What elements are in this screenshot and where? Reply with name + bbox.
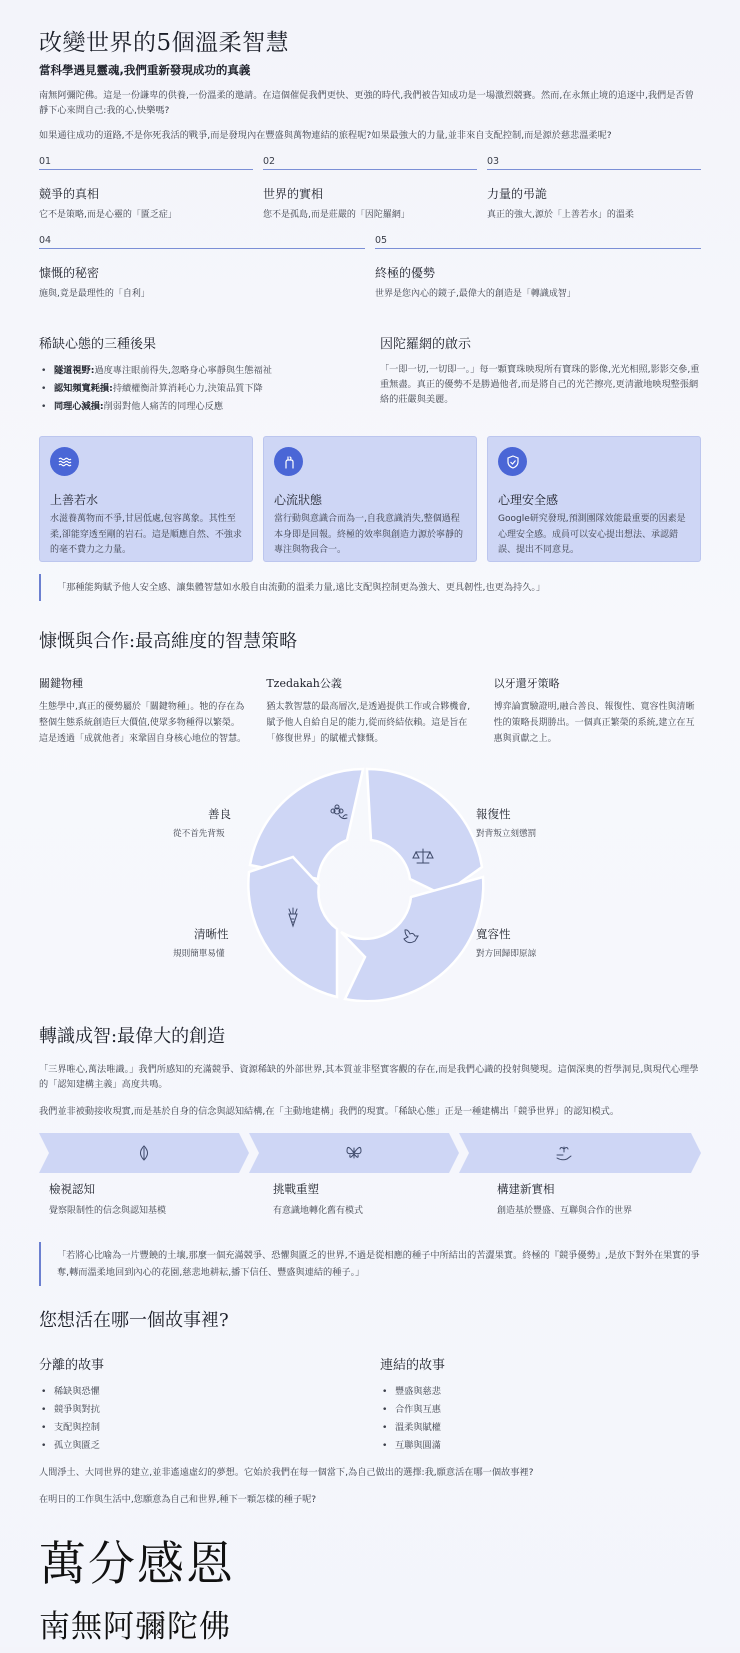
indra-heading: 因陀羅網的啟示	[380, 337, 472, 352]
quote-block-2: 「若將心比喻為一片豐饒的土壤,那麼一個充滿競爭、恐懼與匱乏的世界,不過是從相應的種子中所結出的苦澀果實。終極的『競爭優勢』,是放下對外在果實的爭奪,轉而溫柔地回到內心的花園,慈悲地耕耘,播下信任、豐盛與連結的種子。」	[39, 1242, 701, 1286]
point-item	[487, 156, 701, 220]
card-title: 上善若水	[50, 493, 99, 507]
list-item: • 稀缺與恐懼	[39, 1383, 360, 1401]
list-item-text: 持續權衡計算消耗心力,決策品質下降	[112, 383, 263, 394]
strategy-cycle-diagram	[39, 767, 701, 1002]
closing-paragraph-1: 人間淨土、大同世界的建立,並非遙遠虛幻的夢想。它始於我們在每一個當下,為自己做出的選擇:我,願意活在哪一個故事裡?	[39, 1467, 534, 1478]
list-item	[39, 398, 360, 416]
scarcity-indra-section	[39, 333, 701, 416]
chevron-step-3	[459, 1133, 701, 1173]
step-desc: 覺察限制性的信念與認知基模	[49, 1206, 167, 1216]
column-text: 博弈論實驗證明,融合善良、報復性、寬容性與清晰性的策略長期勝出。一個真正繁榮的系統,建立在互惠與貢獻之上。	[493, 702, 695, 744]
gratitude-heading: 萬分感恩	[39, 1537, 235, 1592]
transform-heading: 轉識成智:最偉大的創造	[39, 1026, 226, 1047]
scarcity-list	[39, 362, 360, 416]
cycle-label-forgiveness: 寬容性	[476, 927, 511, 941]
story-separate	[39, 1354, 360, 1455]
points-row-2	[39, 235, 701, 299]
cycle-segment-kindness	[250, 769, 363, 879]
hand-flow-icon	[274, 447, 303, 476]
stories-heading: 您想活在哪一個故事裡?	[39, 1310, 229, 1331]
point-item	[263, 156, 477, 220]
story-connect	[380, 1354, 701, 1455]
stories-columns	[39, 1354, 701, 1455]
process-step	[263, 1181, 477, 1216]
cycle-segment-forgiveness	[341, 877, 483, 1001]
column-title: 以牙還牙策略	[493, 677, 560, 690]
cycle-segment-retaliation	[367, 769, 482, 895]
page-subtitle: 當科學遇見靈魂,我們重新發現成功的真義	[39, 63, 251, 77]
generosity-columns	[39, 675, 701, 747]
process-step	[39, 1181, 253, 1216]
closing-paragraph-2: 在明日的工作與生活中,您願意為自己和世界,種下一顆怎樣的種子呢?	[39, 1494, 317, 1505]
list-item: • 豐盛與慈悲	[380, 1383, 701, 1401]
point-number: 02	[263, 156, 276, 167]
cycle-sub-kindness: 從不首先背叛	[173, 829, 225, 839]
point-item	[375, 235, 701, 299]
point-desc: 它不是策略,而是心靈的「匱乏症」	[39, 210, 177, 220]
list-item-text: 削弱對他人痛苦的同理心反應	[103, 401, 224, 412]
point-item	[39, 235, 365, 299]
point-desc: 施與,竟是最理性的「自利」	[39, 289, 150, 299]
list-item: • 競爭與對抗	[39, 1401, 360, 1419]
step-title: 檢視認知	[49, 1182, 95, 1196]
indra-block	[380, 333, 701, 416]
step-title: 挑戰重塑	[273, 1182, 319, 1196]
point-item	[39, 156, 253, 220]
process-arrows	[39, 1133, 701, 1173]
point-desc: 世界是您內心的鏡子,最偉大的創造是「轉識成智」	[375, 289, 576, 299]
list-item: • 溫柔與賦權	[380, 1419, 701, 1437]
transform-paragraph-1: 「三界唯心,萬法唯識。」我們所感知的充滿競爭、資源稀缺的外部世界,其本質並非堅實客觀的存在,而是我們心識的投射與變現。這個深奧的哲學洞見,與現代心理學的「認知建構主義」高度共鳴。	[39, 1064, 699, 1090]
scarcity-heading: 稀缺心態的三種後果	[39, 337, 157, 352]
cycle-sub-clarity: 規則簡單易懂	[173, 949, 225, 959]
point-desc: 您不是孤島,而是莊嚴的「因陀羅網」	[263, 210, 410, 220]
column-title: 關鍵物種	[39, 677, 83, 690]
list-item-bold: 認知頻寬耗損:	[54, 383, 113, 394]
point-desc: 真正的強大,源於「上善若水」的溫柔	[487, 210, 634, 220]
card-title: 心理安全感	[498, 493, 559, 507]
process-step	[487, 1181, 701, 1216]
generosity-heading: 慷慨與合作:最高維度的智慧策略	[39, 631, 298, 652]
points-row-1	[39, 156, 701, 220]
generosity-column	[266, 675, 473, 747]
cycle-segment-clarity	[248, 857, 337, 997]
intro-paragraph-1: 南無阿彌陀佛。這是一份謙卑的供養,一份溫柔的邀請。在這個催促我們更快、更強的時代,我們被告知成功是一場激烈競賽。然而,在永無止境的追逐中,我們是否曾靜下心來問自己:我的心,快樂嗎?	[39, 90, 694, 116]
list-item	[39, 380, 360, 398]
story-title: 連結的故事	[380, 1358, 446, 1373]
card-desc: 當行動與意識合而為一,自我意識消失,整個過程本身即是回報。終極的效率與創造力源於寧靜的專注與物我合一。	[274, 514, 464, 555]
namo-amitabha-heading: 南無阿彌陀佛	[39, 1609, 231, 1645]
list-item	[39, 362, 360, 380]
column-title: Tzedakah公義	[266, 677, 342, 690]
scarcity-block	[39, 333, 360, 416]
list-item: • 互聯與圓滿	[380, 1437, 701, 1455]
story-title: 分離的故事	[39, 1358, 105, 1373]
card-water	[39, 436, 253, 562]
list-item-bold: 同理心減損:	[54, 401, 104, 412]
process-steps	[39, 1181, 701, 1216]
step-title: 構建新實相	[497, 1182, 555, 1196]
water-icon	[50, 447, 79, 476]
generosity-column	[39, 675, 246, 747]
point-title: 競爭的真相	[39, 187, 100, 201]
point-number: 03	[487, 156, 500, 167]
story-list	[380, 1383, 701, 1455]
story-list	[39, 1383, 360, 1455]
indra-text: 「一即一切,一切即一。」每一顆寶珠映現所有寶珠的影像,光光相照,影影交參,重重無盡。真正的優勢不是勝過他者,而是將自己的光芒擦亮,更清澈地映現整張網絡的莊嚴與美麗。	[380, 364, 700, 405]
intro-paragraph-2: 如果通往成功的道路,不是你死我活的戰爭,而是發現內在豐盛與萬物連結的旅程呢?如果最強大的力量,並非來自支配控制,而是源於慈悲溫柔呢?	[39, 130, 612, 141]
cycle-ring	[245, 767, 495, 1002]
step-desc: 有意識地轉化舊有模式	[273, 1206, 364, 1216]
cycle-label-retaliation: 報復性	[476, 807, 511, 821]
point-number: 05	[375, 235, 388, 246]
point-number: 01	[39, 156, 52, 167]
generosity-column	[494, 675, 701, 747]
cycle-sub-forgiveness: 對方回歸即原諒	[476, 949, 537, 959]
transform-paragraph-2: 我們並非被動接收現實,而是基於自身的信念與認知結構,在「主動地建構」我們的現實。「稀缺心態」正是一種建構出「競爭世界」的認知模式。	[39, 1106, 620, 1117]
point-title: 力量的弔詭	[487, 187, 548, 201]
card-title: 心流狀態	[274, 493, 323, 507]
card-flow	[263, 436, 477, 562]
quote-block-1: 「那種能夠賦予他人安全感、讓集體智慧如水般自由流動的溫柔力量,遠比支配與控制更為強大、更具韌性,也更為持久。」	[39, 574, 701, 601]
column-text: 猶太教智慧的最高層次,是透過提供工作或合夥機會,賦予他人自給自足的能力,從而終結依賴。這是旨在「修復世界」的賦權式慷慨。	[266, 702, 471, 744]
list-item: • 支配與控制	[39, 1419, 360, 1437]
shield-check-icon	[498, 447, 527, 476]
list-item-text: 過度專注眼前得失,忽略身心寧靜與生態福祉	[94, 365, 272, 376]
cards-row	[39, 436, 701, 562]
point-title: 終極的優勢	[375, 266, 436, 280]
step-desc: 創造基於豐盛、互聯與合作的世界	[497, 1206, 633, 1216]
process-chevrons	[39, 1133, 701, 1173]
column-text: 生態學中,真正的優勢屬於「關鍵物種」。牠的存在為整個生態系統創造巨大價值,使眾多物種得以繁榮。這是透過「成就他者」來鞏固自身核心地位的智慧。	[39, 702, 247, 744]
card-safety	[487, 436, 701, 562]
card-desc: 水滋養萬物而不爭,甘居低處,包容萬象。其性至柔,卻能穿透至剛的岩石。這是順應自然、不強求的毫不費力之力量。	[50, 514, 242, 555]
point-title: 慷慨的秘密	[39, 266, 100, 280]
point-title: 世界的實相	[263, 187, 324, 201]
card-desc: Google研究發現,預測團隊效能最重要的因素是心理安全感。成員可以安心提出想法、承認錯誤、提出不同意見。	[498, 514, 686, 555]
page-title: 改變世界的5個溫柔智慧	[39, 30, 290, 56]
point-number: 04	[39, 235, 52, 246]
list-item: • 合作與互惠	[380, 1401, 701, 1419]
list-item-bold: 隧道視野:	[54, 365, 95, 376]
cycle-label-clarity: 清晰性	[194, 927, 229, 941]
list-item: • 孤立與匱乏	[39, 1437, 360, 1455]
cycle-sub-retaliation: 對背叛立刻懲罰	[476, 829, 537, 839]
cycle-label-kindness: 善良	[208, 807, 231, 821]
